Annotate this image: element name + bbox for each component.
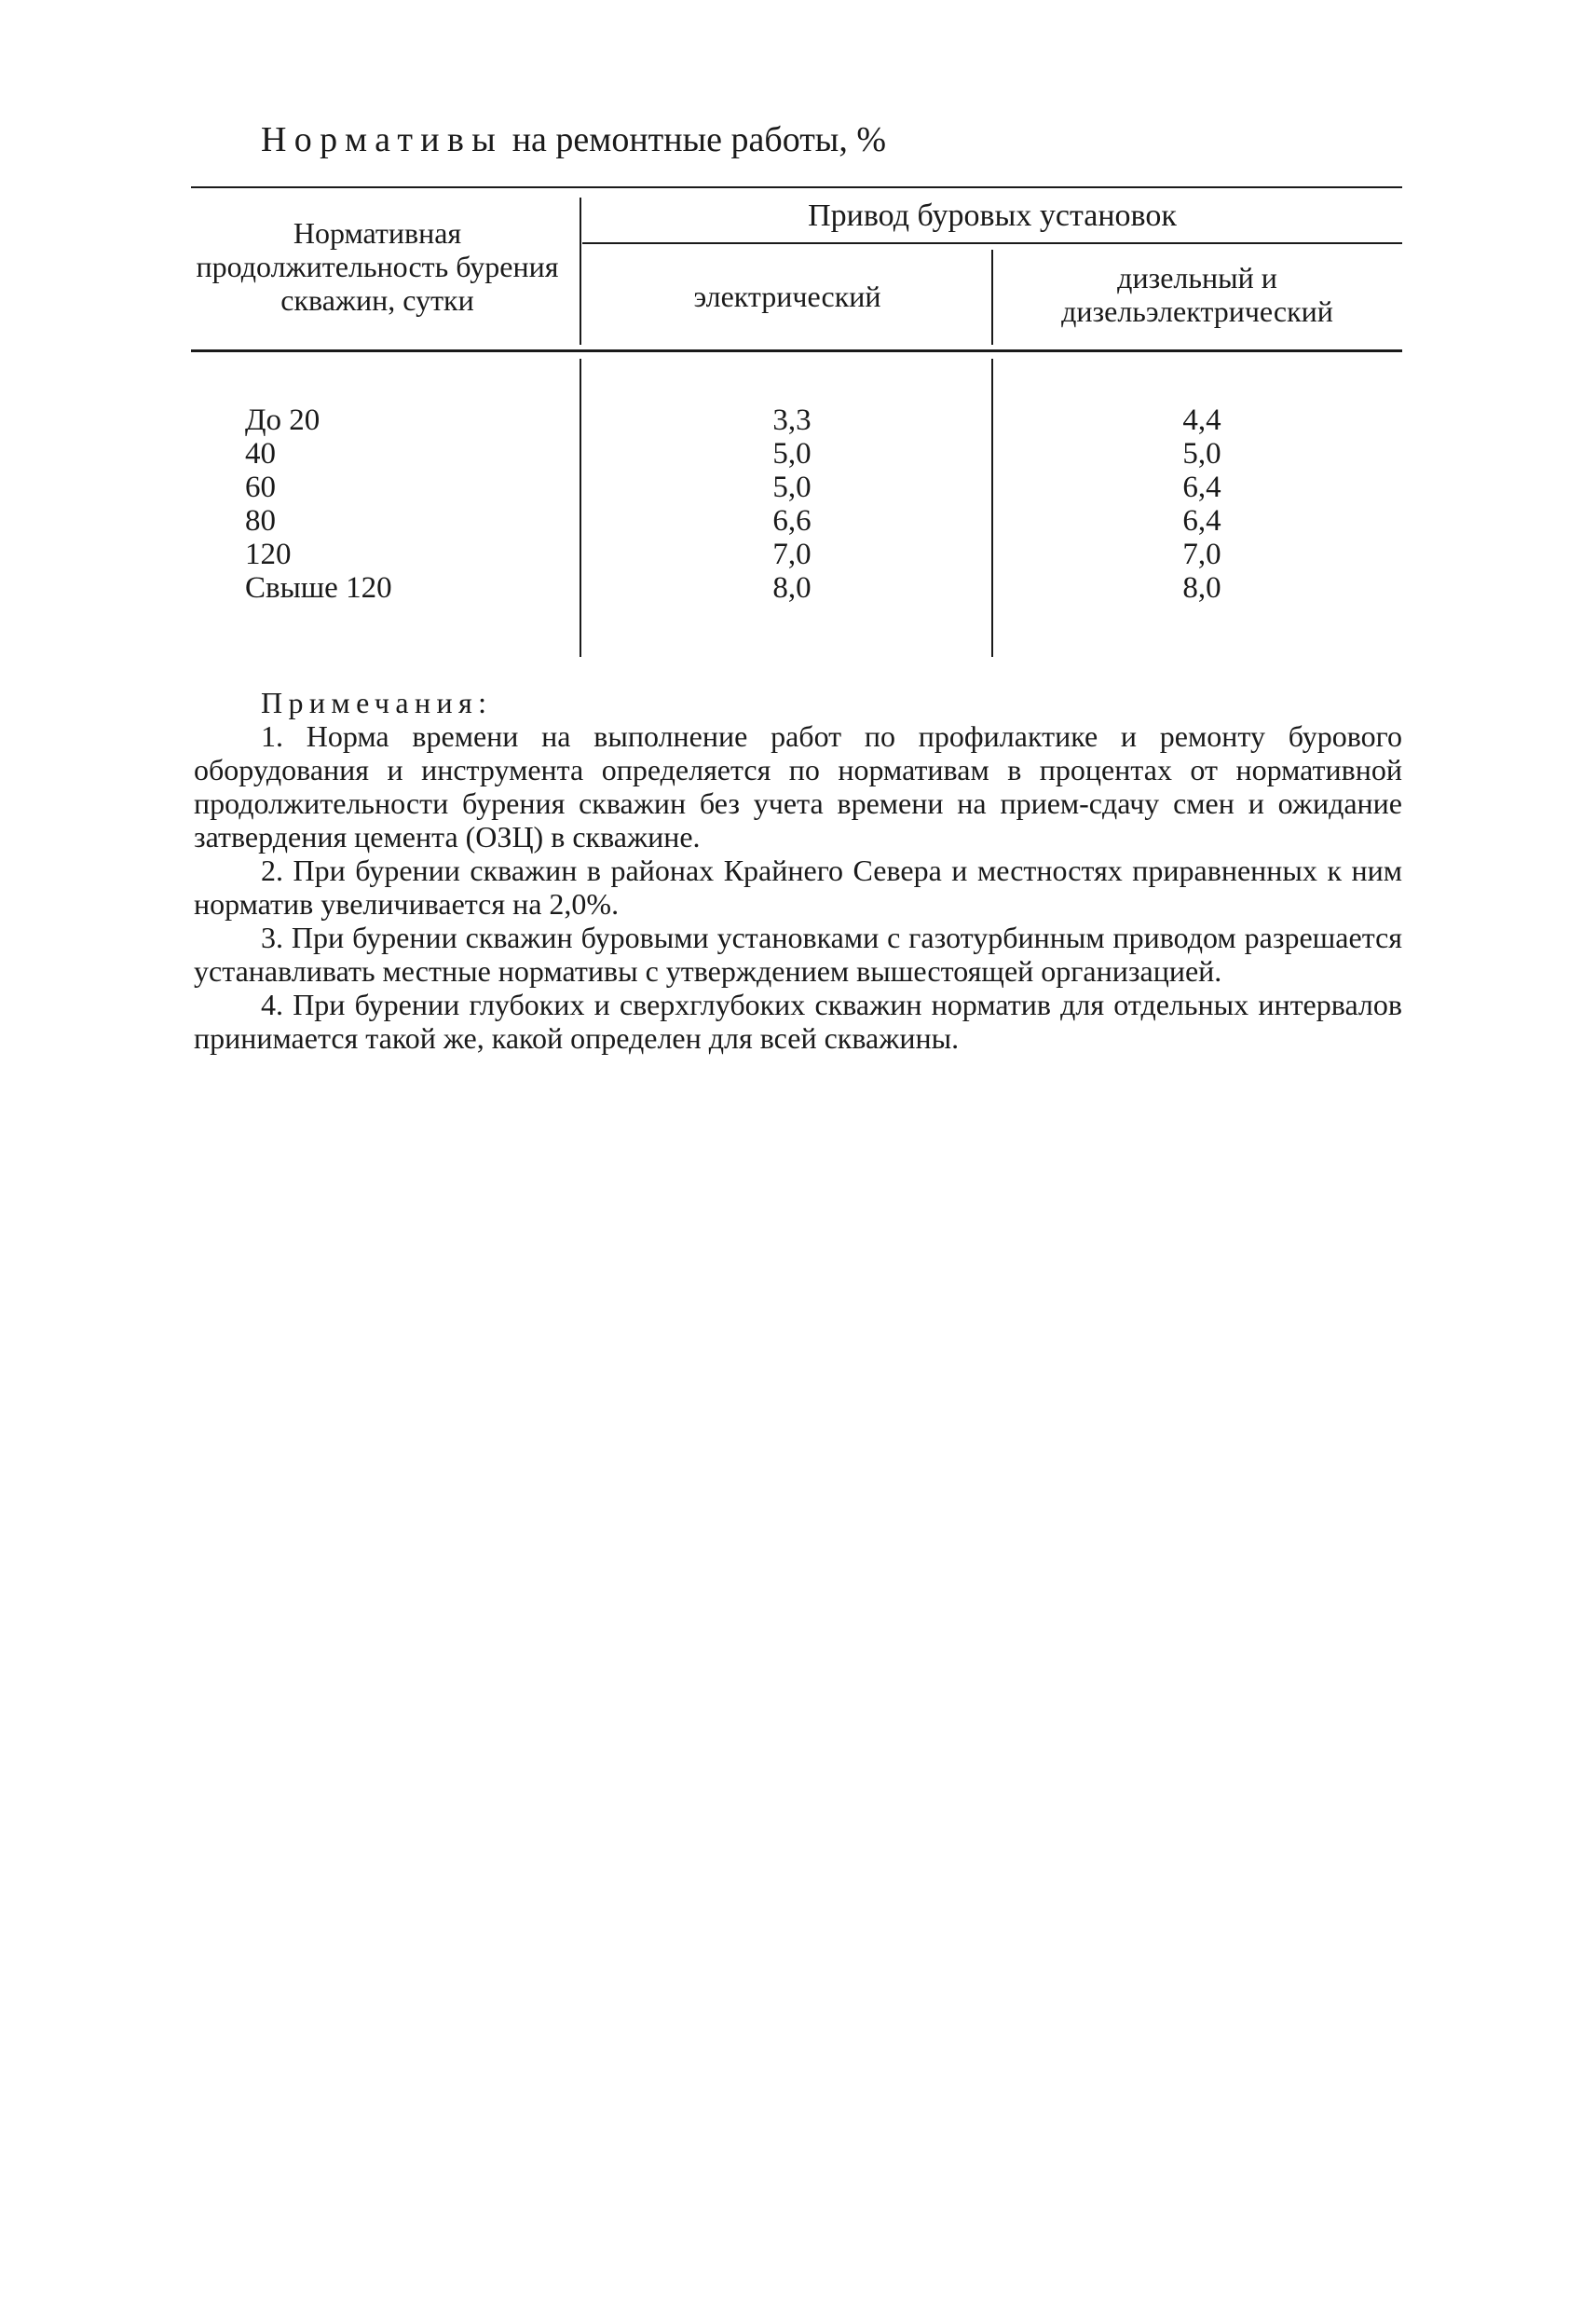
notes-title: Примечания: xyxy=(261,686,493,719)
column-header-electric: электрический xyxy=(693,280,881,313)
table-cell-diesel: 6,4 xyxy=(1182,504,1221,538)
page-title xyxy=(261,119,886,160)
header-bottom-rule xyxy=(191,349,1402,352)
table-cell-duration: До 20 xyxy=(245,403,321,437)
column-divider-2-body xyxy=(991,359,993,657)
table-cell-duration: 60 xyxy=(245,471,276,504)
table-cell-electric: 6,6 xyxy=(772,504,812,538)
table-cell-duration: 40 xyxy=(245,437,276,471)
table-cell-diesel: 5,0 xyxy=(1182,437,1221,471)
electric-column xyxy=(736,403,848,605)
column-group-header-drive: Привод буровых установок xyxy=(808,198,1177,233)
page-title-spaced: Нормативы xyxy=(261,120,504,159)
table-cell-duration: Свыше 120 xyxy=(245,571,392,605)
table-cell-electric: 8,0 xyxy=(772,571,812,605)
table-cell-diesel: 6,4 xyxy=(1182,471,1221,504)
notes-section xyxy=(194,686,1402,1055)
note-item: 1. Норма времени на выполнение работ по профилактике и ремонту бурового оборудования и инструмента определяется по нормативам в процентах от нормативной продолжительности бурения скважин без учета времени на прием-сдачу смен и ожидание затвердения цемента (ОЗЦ) в скважине. xyxy=(194,719,1402,854)
group-header-rule xyxy=(582,242,1402,244)
diesel-column xyxy=(1146,403,1258,605)
table-cell-diesel: 7,0 xyxy=(1182,538,1221,571)
table-cell-diesel: 8,0 xyxy=(1182,571,1221,605)
column-divider-1-header xyxy=(580,198,581,345)
table-cell-electric: 3,3 xyxy=(772,403,812,437)
table-top-rule xyxy=(191,186,1402,188)
note-item: 4. При бурении глубоких и сверхглубоких скважин норматив для отдельных интервалов принимается такой же, какой определен для всей скважины. xyxy=(194,988,1402,1055)
table-cell-duration: 80 xyxy=(245,504,276,538)
duration-column xyxy=(245,403,392,605)
column-divider-1-body xyxy=(580,359,581,657)
note-item: 2. При бурении скважин в районах Крайнего Севера и местностях приравненных к ним норматив увеличивается на 2,0%. xyxy=(194,854,1402,921)
table-cell-electric: 5,0 xyxy=(772,471,812,504)
note-item: 3. При бурении скважин буровыми установками с газотурбинным приводом разрешается устанавливать местные нормативы с утверждением вышестоящей организацией. xyxy=(194,921,1402,988)
column-header-duration: Нормативная продолжительность бурения скважин, сутки xyxy=(196,216,559,317)
table-cell-diesel: 4,4 xyxy=(1182,403,1221,437)
table-cell-electric: 7,0 xyxy=(772,538,812,571)
table-cell-electric: 5,0 xyxy=(772,437,812,471)
column-header-diesel: дизельный и дизельэлектрический xyxy=(1061,261,1333,328)
table-cell-duration: 120 xyxy=(245,538,292,571)
page-title-rest: на ремонтные работы, % xyxy=(503,120,886,159)
